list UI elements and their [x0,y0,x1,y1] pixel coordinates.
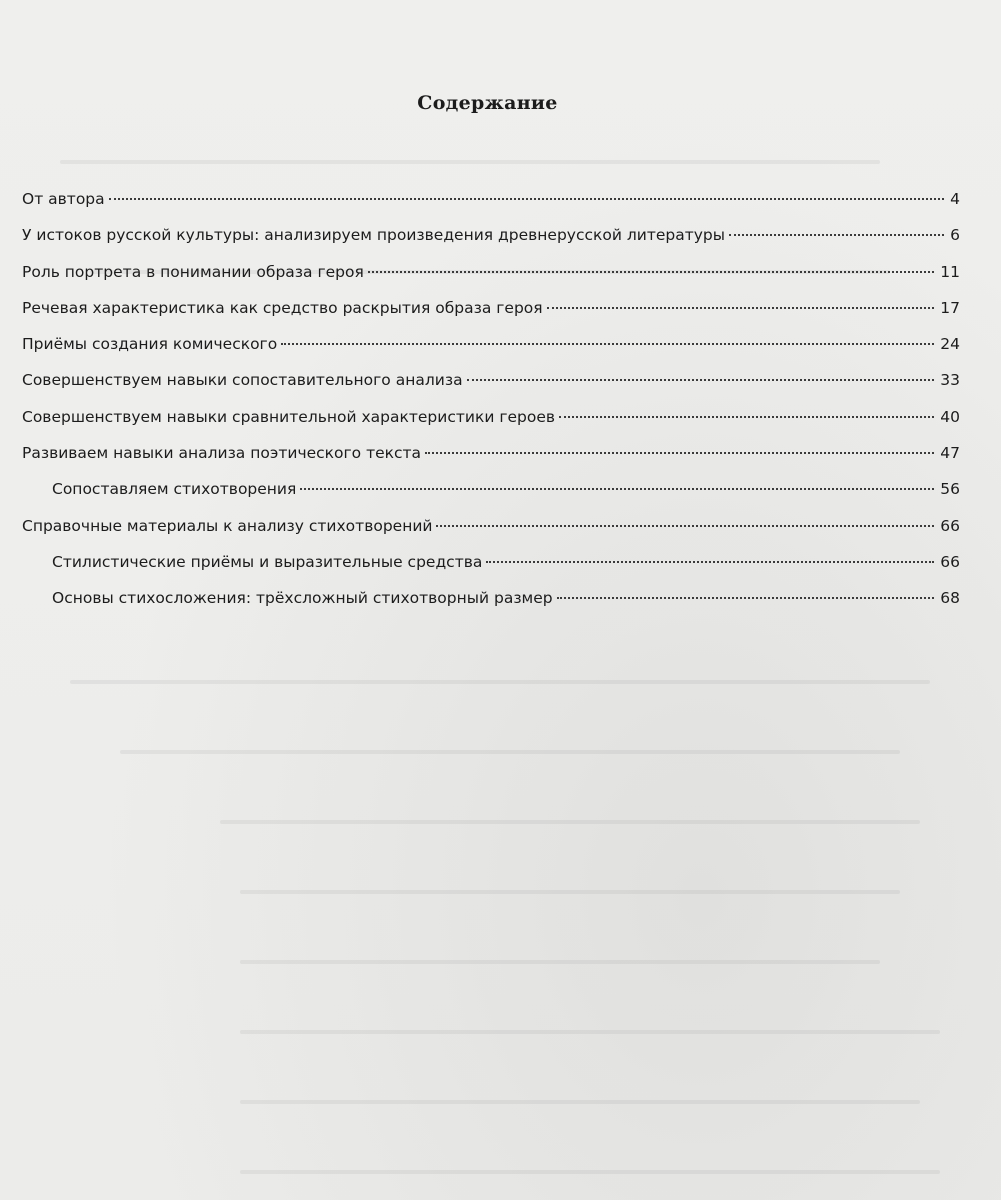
toc-entry-page: 66 [940,516,960,535]
toc-entry-page: 66 [940,552,960,571]
page-title: Содержание [417,92,558,114]
toc-entry-comic [22,335,960,371]
toc-entry-speech [22,299,960,335]
toc-subentry-versification [22,589,960,625]
bleed-through-line [240,1100,920,1104]
toc-entry-label: Развиваем навыки анализа поэтического текста [22,444,422,463]
bleed-through-line [240,1030,940,1034]
dot-leader [559,416,934,418]
dot-leader [368,271,934,273]
toc-entry-comparative-analysis [22,371,960,407]
dot-leader [300,488,934,490]
toc-entry-page: 33 [940,371,960,390]
dot-leader [109,198,944,200]
toc-entry-page: 24 [940,335,960,354]
toc-entry-from-author [22,190,960,226]
bleed-through-line [240,1170,940,1174]
bleed-through-line [60,160,880,164]
toc-entry-label: У истоков русской культуры: анализируем произведения древнерусской литературы [22,226,726,245]
dot-leader [425,452,934,454]
toc-entry-page: 17 [940,298,960,317]
toc-entry-reference [22,517,960,553]
bleed-through-line [220,820,920,824]
dot-leader [557,597,935,599]
toc-entry-label: Совершенствуем навыки сравнительной характеристики героев [22,407,555,426]
toc-subentry-poems [22,480,960,516]
toc-entry-portrait [22,263,960,299]
toc-entry-page: 47 [940,444,960,463]
toc-entry-page: 40 [940,407,960,426]
dot-leader [436,525,934,527]
toc-entry-label: Приёмы создания комического [22,335,278,354]
toc-entry-label: От автора [22,190,105,208]
toc-entry-label: Речевая характеристика как средство раскрытия образа героя [22,298,543,317]
bleed-through-line [120,750,900,754]
toc-entry-page: 68 [940,589,960,608]
toc-entry-origins [22,226,960,262]
table-of-contents [22,190,960,626]
toc-entry-page: 11 [940,262,960,281]
dot-leader [467,379,935,381]
toc-entry-label: Стилистические приёмы и выразительные средства [52,552,483,571]
toc-entry-label: Совершенствуем навыки сопоставительного анализа [22,371,463,390]
toc-entry-label: Основы стихосложения: трёхсложный стихотворный размер [52,589,553,608]
toc-entry-hero-comparison [22,408,960,444]
dot-leader [281,343,934,345]
dot-leader [486,561,934,563]
bleed-through-line [240,890,900,894]
toc-entry-poetic-text [22,444,960,480]
toc-entry-page: 4 [950,190,960,208]
toc-entry-label: Сопоставляем стихотворения [52,480,297,499]
toc-entry-label: Справочные материалы к анализу стихотворений [22,516,433,535]
dot-leader [729,234,944,236]
toc-entry-page: 56 [940,480,960,499]
toc-entry-label: Роль портрета в понимании образа героя [22,262,364,281]
bleed-through-line [70,680,930,684]
toc-subentry-stylistic [22,553,960,589]
toc-entry-page: 6 [950,226,960,245]
dot-leader [547,307,935,309]
bleed-through-line [240,960,880,964]
